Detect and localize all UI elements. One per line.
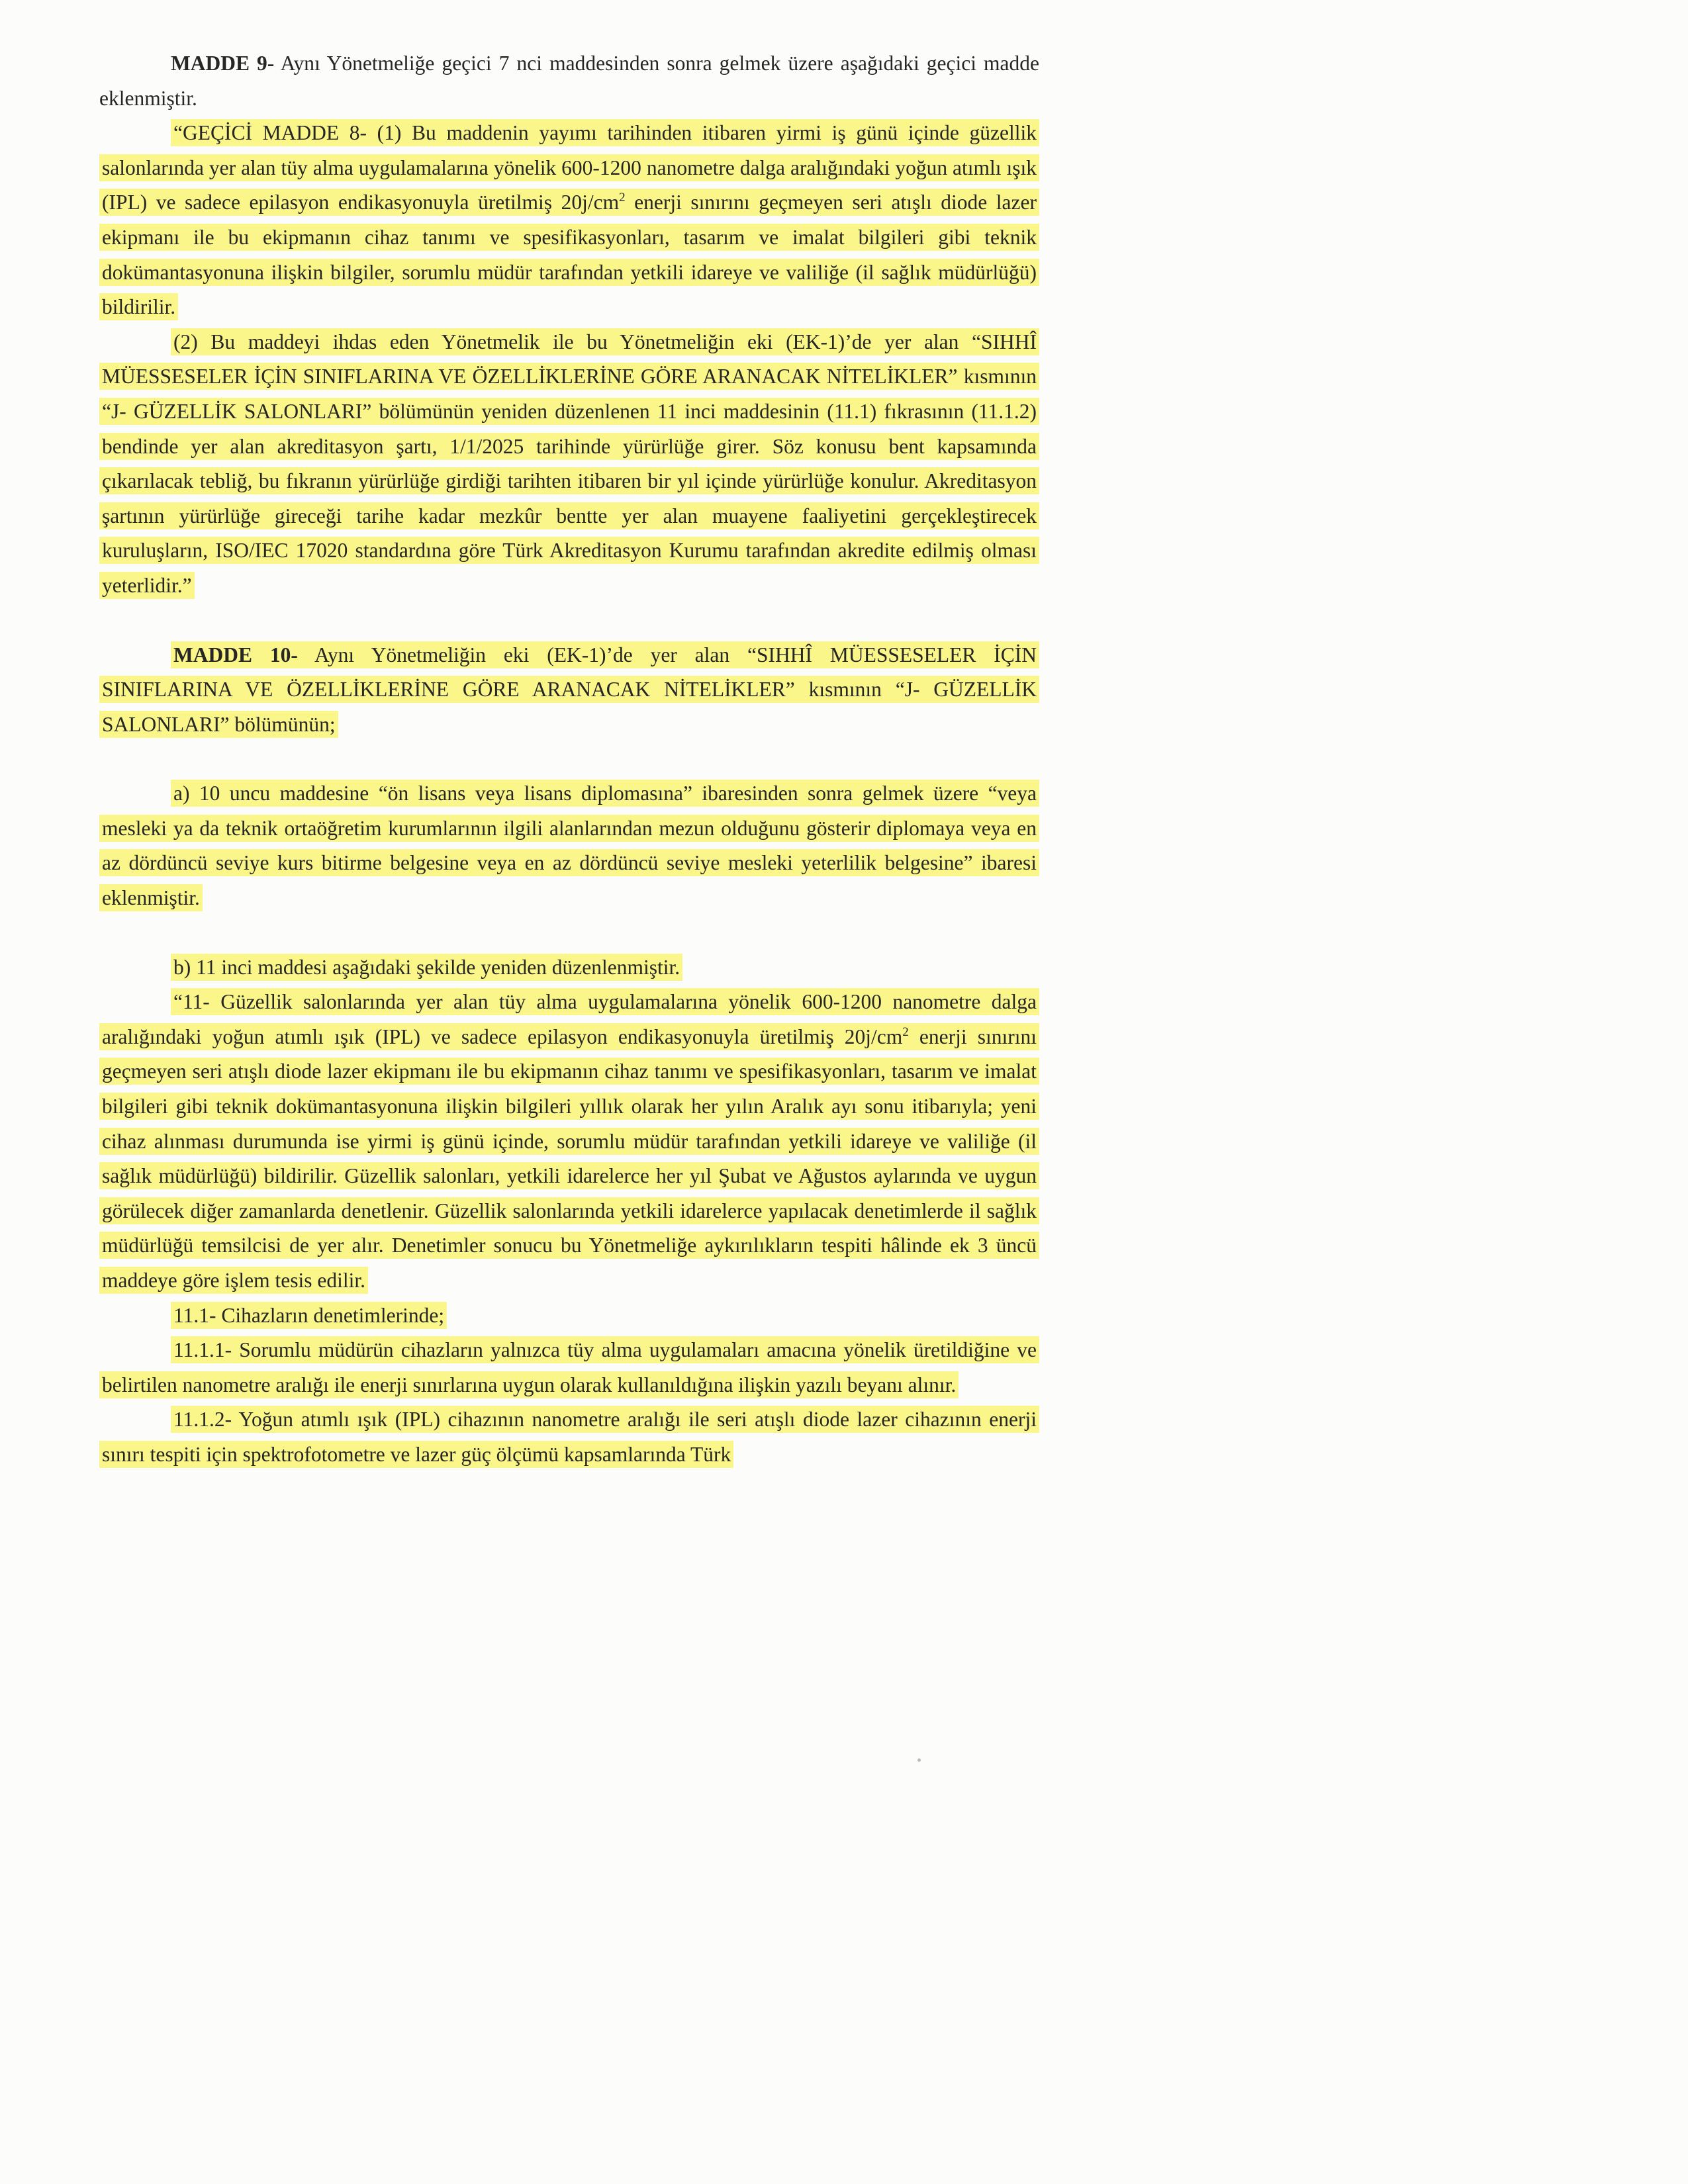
paragraph-spacer bbox=[99, 916, 1039, 950]
scan-speck bbox=[917, 1758, 921, 1762]
item-a-paragraph bbox=[99, 776, 1039, 915]
madde-10-paragraph bbox=[99, 638, 1039, 743]
madde-11-text-end: enerji sınırını geçmeyen seri atışlı diode lazer ekipmanı ile bu ekipmanın cihaz tanımı ve spesifikasyonları, tasarım ve imalat bilgileri gibi teknik dokümantasyonuna ilişkin bilgileri yıllık olarak her yılın Aralık ayı sonu itibarıyla; yeni cihaz alınması durumunda ise yirmi iş günü içinde, sorumlu müdür tarafından yetkili idareye ve valiliğe (il sağlık müdürlüğü) bildirilir. Güzellik salonları, yetkili idarelerce her yıl Şubat ve Ağustos aylarında ve uygun görülecek diğer zamanlarda denetlenir. Güzellik salonlarında yetkili idarelerce yapılacak denetimlerde il sağlık müdürlüğü temsilcisi de yer alır. Denetimler sonucu bu Yönetmeliğe aykırılıkların tespiti hâlinde ek 3 üncü maddeye göre işlem tesis edilir. bbox=[102, 1024, 1037, 1292]
highlighted-text: b) 11 inci maddesi aşağıdaki şekilde yeniden düzenlenmiştir. bbox=[171, 954, 682, 981]
madde-11-1-2-paragraph bbox=[99, 1402, 1039, 1472]
gecici-8-text-start: “GEÇİCİ MADDE 8- (1) Bu maddenin yayımı tarihinden itibaren yirmi iş günü içinde güzellik salonlarında yer alan tüy alma uygulamalarına yönelik 600-1200 nanometre dalga aralığındaki yoğun atımlı ışık (IPL) ve sadece epilasyon endikasyonuyla üretilmiş 20j/cm bbox=[102, 121, 1037, 214]
madde-11-paragraph bbox=[99, 985, 1039, 1298]
madde-9-paragraph bbox=[99, 46, 1039, 116]
item-b-paragraph bbox=[99, 950, 1039, 985]
madde-11-1-paragraph bbox=[99, 1298, 1039, 1334]
madde-11-text-start: “11- Güzellik salonlarında yer alan tüy alma uygulamalarına yönelik 600-1200 nanometre dalga aralığındaki yoğun atımlı ışık (IPL) ve sadece epilasyon endikasyonuyla üretilmiş 20j/cm bbox=[102, 990, 1037, 1048]
highlighted-text: (2) Bu maddeyi ihdas eden Yönetmelik ile bu Yönetmeliğin eki (EK-1)’de yer alan “SIHHÎ MÜESSESELER İÇİN SINIFLARINA VE ÖZELLİKLERİNE GÖRE ARANACAK NİTELİKLER” kısmının “J- GÜZELLİK SALONLARI” bölümünün yeniden düzenlenen 11 inci maddesinin (11.1) fıkrasının (11.1.2) bendinde yer alan akreditasyon şartı, 1/1/2025 tarihinde yürürlüğe girer. Söz konusu bent kapsamında çıkarılacak tebliğ, bu fıkranın yürürlüğe girdiği tarihten itibaren bir yıl içinde yürürlüğe konulur. Akreditasyon şartının yürürlüğe gireceği tarihe kadar mezkûr bentte yer alan muayene faaliyetini gerçekleştirecek kuruluşların, ISO/IEC 17020 standardına göre Türk Akreditasyon Kurumu tarafından akredite edilmiş olması yeterlidir.” bbox=[99, 328, 1039, 599]
highlighted-text: 11.1.1- Sorumlu müdürün cihazların yalnızca tüy alma uygulamaları amacına yönelik üretildiğine ve belirtilen nanometre aralığı ile enerji sınırlarına uygun olarak kullanıldığına ilişkin yazılı beyanı alınır. bbox=[99, 1336, 1039, 1398]
highlighted-text: 11.1- Cihazların denetimlerinde; bbox=[171, 1302, 447, 1329]
madde-9-text: Aynı Yönetmeliğe geçici 7 nci maddesinden sonra gelmek üzere aşağıdaki geçici madde eklenmiştir. bbox=[99, 52, 1040, 110]
highlighted-text: a) 10 uncu maddesine “ön lisans veya lisans diplomasına” ibaresinden sonra gelmek üzere “veya mesleki ya da teknik ortaöğretim kurumlarının ilgili alanlarından mezun olduğunu gösterir diplomaya veya en az dördüncü seviye kurs bitirme belgesine veya en az dördüncü seviye mesleki yeterlilik belgesine” ibaresi eklenmiştir. bbox=[99, 780, 1039, 911]
madde-10-text: Aynı Yönetmeliğin eki (EK-1)’de yer alan “SIHHÎ MÜESSESELER İÇİN SINIFLARINA VE ÖZELLİKLERİNE GÖRE ARANACAK NİTELİKLER” kısmının “J- GÜZELLİK SALONLARI” bölümünün; bbox=[102, 643, 1037, 736]
highlighted-text bbox=[99, 641, 1039, 738]
madde-9-label: MADDE 9- bbox=[171, 52, 275, 75]
madde-10-label: MADDE 10- bbox=[173, 643, 298, 666]
gecici-madde-8-paragraph-2 bbox=[99, 325, 1039, 604]
gecici-madde-8-paragraph-1 bbox=[99, 116, 1039, 325]
superscript: 2 bbox=[902, 1024, 909, 1039]
highlighted-text bbox=[99, 988, 1039, 1294]
superscript: 2 bbox=[619, 191, 626, 205]
highlighted-text bbox=[99, 119, 1039, 320]
paragraph-spacer bbox=[99, 604, 1039, 638]
madde-11-1-1-paragraph bbox=[99, 1333, 1039, 1402]
document-page bbox=[99, 46, 1039, 1473]
paragraph-spacer bbox=[99, 742, 1039, 776]
gecici-8-text-end: enerji sınırını geçmeyen seri atışlı diode lazer ekipmanı ile bu ekipmanın cihaz tanımı ve spesifikasyonları, tasarım ve imalat bilgileri gibi teknik dokümantasyonuna ilişkin bilgiler, sorumlu müdür tarafından yetkili idareye ve valiliğe (il sağlık müdürlüğü) bildirilir. bbox=[102, 191, 1037, 319]
highlighted-text: 11.1.2- Yoğun atımlı ışık (IPL) cihazının nanometre aralığı ile seri atışlı diode lazer cihazının enerji sınırı tespiti için spektrofotometre ve lazer güç ölçümü kapsamlarında Türk bbox=[99, 1406, 1039, 1468]
